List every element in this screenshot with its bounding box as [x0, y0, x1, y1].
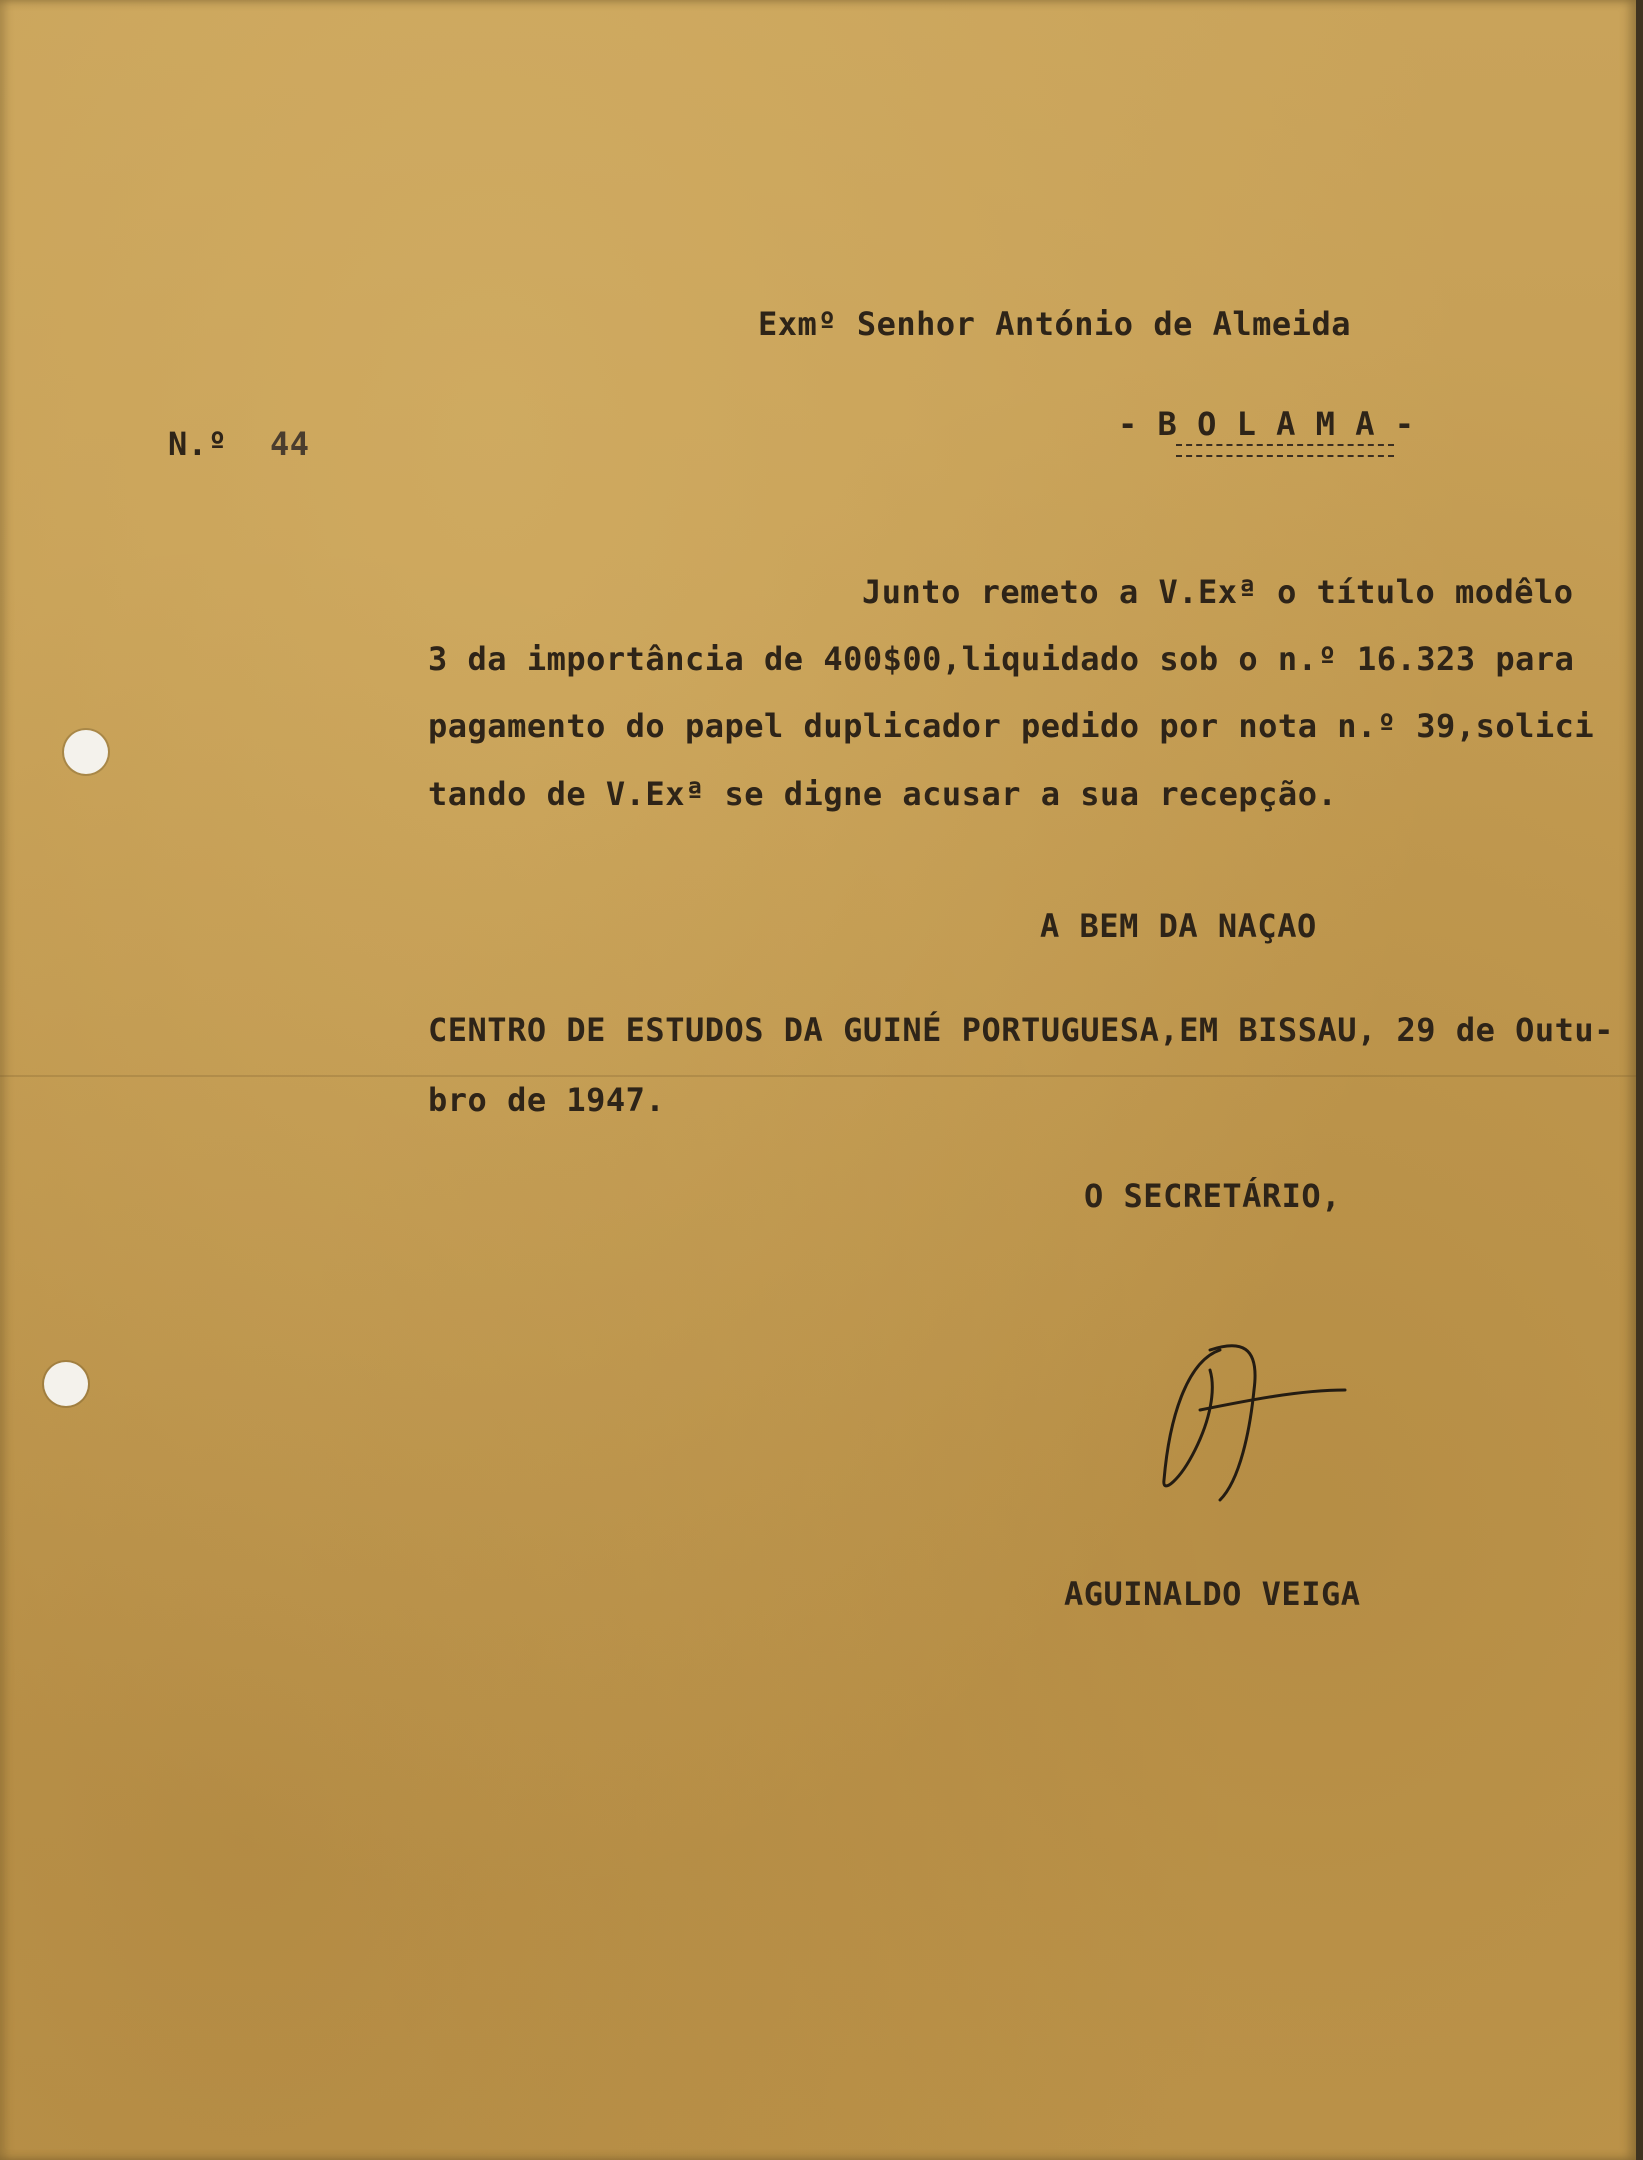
addressee-line: Exmº Senhor António de Almeida [758, 305, 1351, 343]
punch-hole [44, 1362, 88, 1406]
punch-hole [64, 730, 108, 774]
place-date-line: bro de 1947. [428, 1081, 666, 1119]
city-line: - B O L A M A - [1118, 405, 1415, 443]
reference-label: N.º [168, 425, 228, 463]
motto-line: A BEM DA NAÇAO [1040, 907, 1317, 945]
paper-fold-line [0, 1075, 1636, 1077]
signatory-name: AGUINALDO VEIGA [1064, 1575, 1361, 1613]
page-edge-shadow [1636, 0, 1643, 2160]
city-double-underline [1176, 444, 1394, 457]
reference-number: 44 [270, 425, 310, 463]
handwritten-signature [1150, 1330, 1360, 1510]
body-line: tando de V.Exª se digne acusar a sua recepção. [428, 775, 1338, 813]
body-line: 3 da importância de 400$00,liquidado sob o n.º 16.323 para [428, 640, 1575, 678]
signatory-role: O SECRETÁRIO, [1084, 1177, 1341, 1215]
body-line: Junto remeto a V.Exª o título modêlo [862, 573, 1574, 611]
place-date-line: CENTRO DE ESTUDOS DA GUINÉ PORTUGUESA,EM BISSAU, 29 de Outu- [428, 1011, 1614, 1049]
body-line: pagamento do papel duplicador pedido por nota n.º 39,solici [428, 707, 1595, 745]
